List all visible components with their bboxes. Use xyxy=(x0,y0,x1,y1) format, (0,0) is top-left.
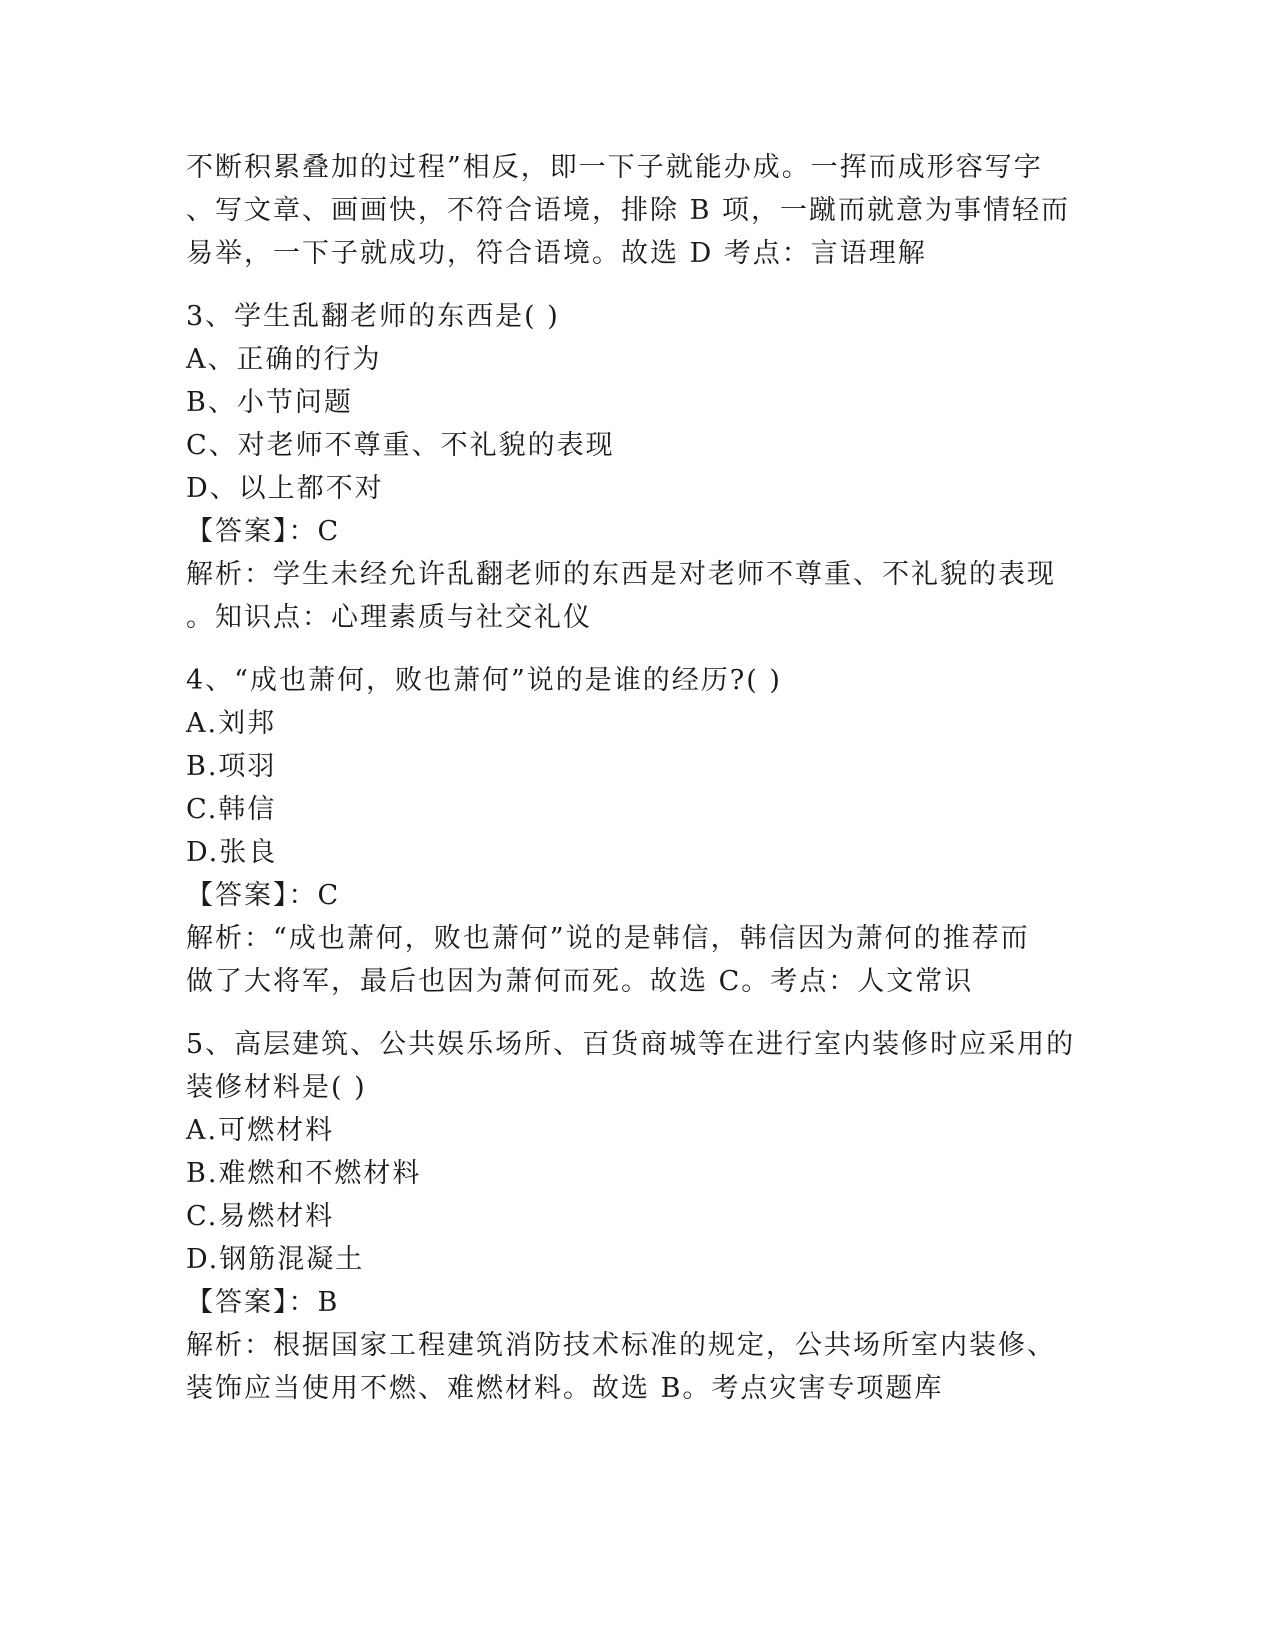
option-a: A、正确的行为 xyxy=(186,344,382,375)
question-4 xyxy=(186,659,1086,1003)
option-d: D.张良 xyxy=(186,837,278,868)
question-stem: 4、“成也萧何，败也萧何”说的是谁的经历?( ) xyxy=(186,665,782,696)
question-stem: 5、高层建筑、公共娱乐场所、百货商城等在进行室内装修时应采用的 xyxy=(186,1029,1076,1060)
answer-line: 【答案】：C xyxy=(186,516,341,547)
analysis-line: 解析：“成也萧何，败也萧何”说的是韩信，韩信因为萧何的推荐而 xyxy=(186,923,1030,954)
analysis-line: 解析：学生未经允许乱翻老师的东西是对老师不尊重、不礼貌的表现 xyxy=(186,559,1056,590)
analysis-line: 装饰应当使用不燃、难燃材料。故选 B。考点灾害专项题库 xyxy=(186,1373,944,1404)
option-c: C.韩信 xyxy=(186,794,277,825)
answer-line: 【答案】：C xyxy=(186,880,341,911)
option-c: C.易燃材料 xyxy=(186,1201,335,1232)
analysis-line: 解析：根据国家工程建筑消防技术标准的规定，公共场所室内装修、 xyxy=(186,1330,1056,1361)
option-a: A.可燃材料 xyxy=(186,1115,335,1146)
analysis-line: 。知识点：心理素质与社交礼仪 xyxy=(186,602,592,633)
option-b: B、小节问题 xyxy=(186,387,353,418)
question-3 xyxy=(186,295,1086,639)
option-d: D.钢筋混凝土 xyxy=(186,1244,365,1275)
text-line: 不断积累叠加的过程”相反，即一下子就能办成。一挥而成形容写字 xyxy=(186,152,1043,183)
analysis-line: 做了大将军，最后也因为萧何而死。故选 C。考点：人文常识 xyxy=(186,966,974,997)
answer-line: 【答案】：B xyxy=(186,1287,340,1318)
question-stem: 装修材料是( ) xyxy=(186,1072,367,1103)
question-stem: 3、学生乱翻老师的东西是( ) xyxy=(186,301,560,332)
text-line: 、写文章、画画快，不符合语境，排除 B 项，一蹴而就意为事情轻而 xyxy=(186,195,1071,226)
text-line: 易举，一下子就成功，符合语境。故选 D 考点：言语理解 xyxy=(186,238,927,269)
question-5 xyxy=(186,1023,1086,1410)
option-d: D、以上都不对 xyxy=(186,473,384,504)
document-page xyxy=(186,146,1086,1410)
intro-analysis xyxy=(186,146,1086,275)
option-b: B.项羽 xyxy=(186,751,277,782)
option-b: B.难燃和不燃材料 xyxy=(186,1158,422,1189)
option-c: C、对老师不尊重、不礼貌的表现 xyxy=(186,430,615,461)
option-a: A.刘邦 xyxy=(186,708,277,739)
